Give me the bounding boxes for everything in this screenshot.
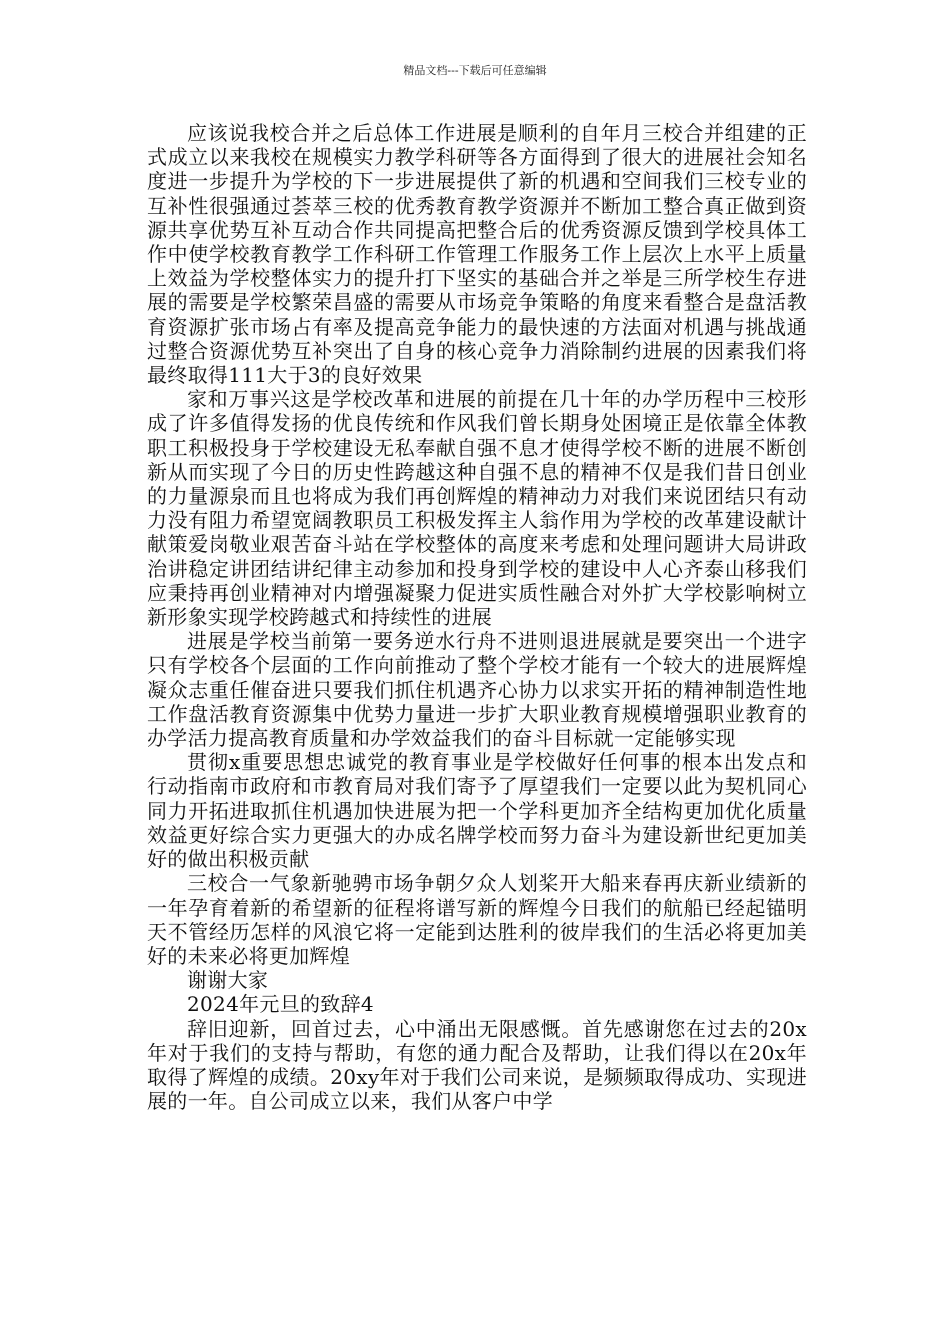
paragraph-merger-progress: 应该说我校合并之后总体工作进展是顺利的自年月三校合并组建的正式成立以来我校在规模实力教学科研等各方面得到了很大的进展社会知名度进一步提升为学校的下一步进展提供了新的机遇和空间我们三校专业的互补性很强通过荟萃三校的优秀教育教学资源并不断加工整合真正做到资源共享优势互补互动合作共同提高把整合后的优秀资源反馈到学校具体工作中使学校教育教学工作科研工作管理工作服务工作上层次上水平上质量上效益为学校整体实力的提升打下坚实的基础合并之举是三所学校生存进展的需要是学校繁荣昌盛的需要从市场竞争策略的角度来看整合是盘活教育资源扩张市场占有率及提高竞争能力的最快速的方法面对机遇与挑战通过整合资源优势互补突出了自身的核心竞争力消除制约进展的因素我们将最终取得111大于3的良好效果 xyxy=(147,121,807,388)
paragraph-development: 进展是学校当前第一要务逆水行舟不进则退进展就是要突出一个进字只有学校各个层面的工作向前推动了整个学校才能有一个较大的进展辉煌凝众志重任催奋进只要我们抓住机遇齐心协力以求实开拓的精神制造性地工作盘活教育资源集中优势力量进一步扩大职业教育规模增强职业教育的办学活力提高教育质量和办学效益我们的奋斗目标就一定能够实现 xyxy=(147,629,807,751)
paragraph-new-year-vision: 三校合一气象新驰骋市场争朝夕众人划桨开大船来春再庆新业绩新的一年孕育着新的希望新的征程将谱写新的辉煌今日我们的航船已经起锚明天不管经历怎样的风浪它将一定能到达胜利的彼岸我们的生活必将更加美好的未来必将更加辉煌 xyxy=(147,871,807,968)
page-header: 精品文档---下载后可任意编辑 xyxy=(403,64,547,77)
paragraph-thanks: 谢谢大家 xyxy=(187,968,269,993)
document-body xyxy=(147,121,807,1113)
paragraph-implementation: 贯彻x重要思想忠诚党的教育事业是学校做好任何事的根本出发点和行动指南市政府和市教育局对我们寄予了厚望我们一定要以此为契机同心同力开拓进取抓住机遇加快进展为把一个学科更加齐全结构更加优化质量效益更好综合实力更强大的办成名牌学校而努力奋斗为建设新世纪更加美好的做出积极贡献 xyxy=(147,750,807,872)
paragraph-farewell: 辞旧迎新，回首过去，心中涌出无限感慨。首先感谢您在过去的20x年对于我们的支持与帮助，有您的通力配合及帮助，让我们得以在20x年取得了辉煌的成绩。20xy年对于我们公司来说，是频频取得成功、实现进展的一年。自公司成立以来，我们从客户中学 xyxy=(147,1016,807,1114)
paragraph-unity: 家和万事兴这是学校改革和进展的前提在几十年的办学历程中三校形成了许多值得发扬的优良传统和作风我们曾长期身处困境正是依靠全体教职工积极投身于学校建设无私奉献自强不息才使得学校不断的进展不断创新从而实现了今日的历史性跨越这种自强不息的精神不仅是我们昔日创业的力量源泉而且也将成为我们再创辉煌的精神动力对我们来说团结只有动力没有阻力希望宽阔教职员工积极发挥主人翁作用为学校的改革建设献计献策爱岗敬业艰苦奋斗站在学校整体的高度来考虑和处理问题讲大局讲政治讲稳定讲团结讲纪律主动参加和投身到学校的建设中人心齐泰山移我们应秉持再创业精神对内增强凝聚力促进实质性融合对外扩大学校影响树立新形象实现学校跨越式和持续性的进展 xyxy=(147,387,807,630)
section-heading: 2024年元旦的致辞4 xyxy=(187,992,374,1017)
